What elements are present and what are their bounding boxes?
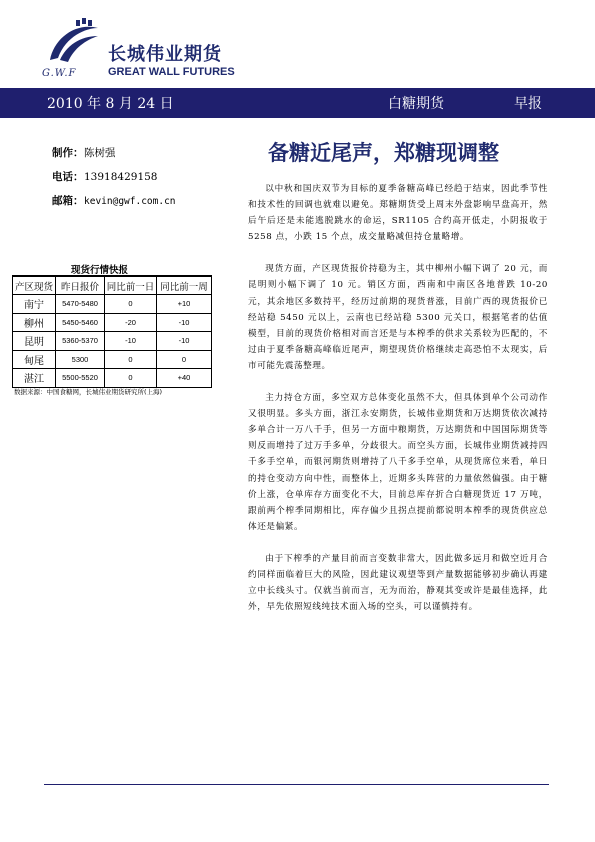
paragraph-positions: 主力持仓方面，多空双方总体变化虽然不大，但具体到单个公司动作又很明显。多头方面，浙江永安期货，长城伟业期货和万达期货依次减持多单合计一万八千手，但另一方面中粮期货，万达期货和中国国际期货等则反而增持了过万手多单，分歧很大。而空头方面，长城伟业期货减持四千多手空单，而银河期货则增持了八千多手空单，从现货席位来看，单日的持仓变动方向中性，而整体上，近期多头阵营的力量依然偏强。由于糖价上涨，仓单库存方面变化不大，目前总库存折合白糖现货近 17 万吨，跟前两个榨季同期相比，库存偏少且拐点提前都说明本榨季的现货供应总体还是偏紧。 bbox=[248, 393, 548, 532]
day-change-cell: 0 bbox=[105, 350, 157, 369]
paragraph-outlook: 由于下榨季的产量目前而言变数非常大，因此做多远月和做空近月合约同样面临着巨大的风险，因此建议观望等到产量数据能够初步确认再建立中长线头寸。仅就当前而言，无为而治，静观其变或许是最佳选择，此外，早先依照短线纯技术面入场的空头，可以谨慎持有。 bbox=[248, 553, 548, 613]
report-title: 备糖近尾声，郑糖现调整 bbox=[268, 141, 499, 165]
week-change-cell: -10 bbox=[157, 332, 212, 351]
region-cell: 湛江 bbox=[13, 369, 56, 388]
table-row bbox=[13, 369, 212, 388]
report-body bbox=[248, 181, 548, 631]
paragraph-market-overview: 以中秋和国庆双节为目标的夏季备糖高峰已经趋于结束，因此季节性和技术性的回调也就难以避免。郑糖期货受上周末外盘影响早盘高开，然后午后还是未能逃脱跳水的命运，SR1105 合约高开低走，小阴报收于 5258 点，小跌 15 个点，成交量略减但持仓量略增。 bbox=[248, 184, 548, 243]
week-change-cell: +10 bbox=[157, 295, 212, 314]
header-band bbox=[0, 88, 595, 118]
header-cell: 同比前一周 bbox=[157, 276, 212, 295]
region-cell: 南宁 bbox=[13, 295, 56, 314]
author-row bbox=[52, 145, 176, 169]
table-row bbox=[13, 350, 212, 369]
quote-table-header bbox=[13, 276, 212, 295]
day-change-cell: 0 bbox=[105, 369, 157, 388]
email-address[interactable]: kevin@gwf.com.cn bbox=[84, 196, 176, 207]
price-cell: 5470-5480 bbox=[56, 295, 105, 314]
day-change-cell: -20 bbox=[105, 313, 157, 332]
table-row bbox=[13, 295, 212, 314]
author-block bbox=[52, 145, 176, 217]
header-cell: 产区现货 bbox=[13, 276, 56, 295]
data-source-note: 数据来源：中国食糖网，长城伟业期货研究所(上海) bbox=[14, 388, 163, 396]
price-cell: 5360-5370 bbox=[56, 332, 105, 351]
phone-row bbox=[52, 169, 176, 193]
quote-table bbox=[12, 275, 212, 388]
header-cell: 同比前一日 bbox=[105, 276, 157, 295]
price-cell: 5300 bbox=[56, 350, 105, 369]
week-change-cell: 0 bbox=[157, 350, 212, 369]
email-row bbox=[52, 193, 176, 217]
region-cell: 昆明 bbox=[13, 332, 56, 351]
week-change-cell: -10 bbox=[157, 313, 212, 332]
table-row bbox=[13, 313, 212, 332]
week-change-cell: +40 bbox=[157, 369, 212, 388]
paragraph-spot-market: 现货方面，产区现货报价持稳为主，其中柳州小幅下调了 20 元，而昆明则小幅下调了 10 元。销区方面，西南和中南区各地普跌 10-20 元，其余地区多数持平，经历过前期的现货普涨，目前广西的现货报价已经站稳 5450 元以上，云南也已经站稳 5300 元关口，根据笔者的估值模型，目前的现货价格相对而言还是与本榨季的供求关系较为匹配的，不过由于夏季备糖高峰临近尾声，期望现货价格继续走高恐怕不太现实，后市可能先震荡整理。 bbox=[248, 264, 548, 371]
price-cell: 5450-5460 bbox=[56, 313, 105, 332]
great-wall-logo-icon bbox=[46, 18, 102, 68]
email-label: 邮箱： bbox=[52, 195, 84, 207]
price-cell: 5500-5520 bbox=[56, 369, 105, 388]
table-row bbox=[13, 332, 212, 351]
report-category: 白糖期货 bbox=[388, 96, 444, 112]
region-cell: 柳州 bbox=[13, 313, 56, 332]
author-label: 制作： bbox=[52, 147, 84, 159]
logo-abbr: G.W.F bbox=[42, 68, 77, 79]
logo-name-cn: 长城伟业期货 bbox=[108, 44, 222, 65]
quote-table-title: 现货行情快报 bbox=[71, 265, 129, 276]
header-cell: 昨日报价 bbox=[56, 276, 105, 295]
region-cell: 甸尾 bbox=[13, 350, 56, 369]
footer-divider bbox=[44, 784, 549, 785]
author-name: 陈树强 bbox=[84, 147, 116, 159]
report-date: 2010 年 8 月 24 日 bbox=[47, 96, 174, 112]
phone-number: 13918429158 bbox=[84, 171, 158, 183]
phone-label: 电话： bbox=[52, 171, 84, 183]
day-change-cell: 0 bbox=[105, 295, 157, 314]
company-logo bbox=[42, 18, 242, 82]
report-type: 早报 bbox=[514, 96, 542, 112]
logo-name-en: GREAT WALL FUTURES bbox=[108, 66, 235, 78]
day-change-cell: -10 bbox=[105, 332, 157, 351]
